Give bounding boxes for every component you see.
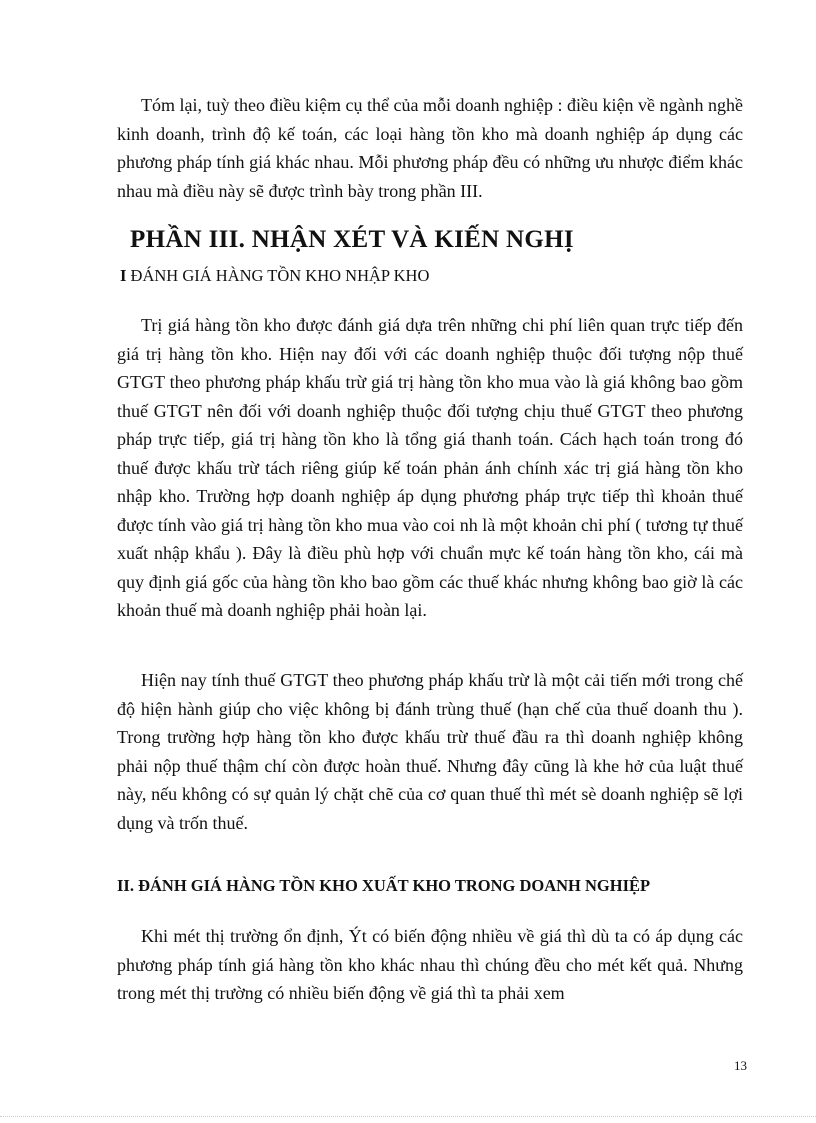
paragraph-import-valuation [117, 311, 743, 625]
section-1-number: I [120, 266, 127, 285]
paragraph-summary [117, 91, 743, 205]
paragraph-summary-text: Tóm lại, tuỳ theo điều kiệm cụ thể của mỗi doanh nghiệp : điều kiện về ngành nghề kinh doanh, trình độ kế toán, các loại hàng tồn kho mà doanh nghiệp áp dụng các phương pháp tính giá khác nhau. Mỗi phương pháp đều có những ưu nhược điểm khác nhau mà điều này sẽ được trình bày trong phần III. [117, 95, 743, 201]
page-number: 13 [734, 1058, 747, 1073]
page-bottom-divider [0, 1116, 816, 1117]
section-1-heading [120, 266, 429, 286]
section-2-heading: II. ĐÁNH GIÁ HÀNG TỒN KHO XUẤT KHO TRONG DOANH NGHIỆP [117, 876, 651, 895]
paragraph-import-valuation-text: Trị giá hàng tồn kho được đánh giá dựa trên những chi phí liên quan trực tiếp đến giá trị hàng tồn kho. Hiện nay đối với các doanh nghiệp thuộc đối tượng nộp thuế GTGT theo phương pháp khấu trừ giá trị hàng tồn kho mua vào là giá không bao gồm thuế GTGT nên đối với doanh nghiệp thuộc đối tượng chịu thuế GTGT theo phương pháp trực tiếp, giá trị hàng tồn kho là tổng giá thanh toán. Cách hạch toán trong đó thuế được khấu trừ tách riêng giúp kế toán phản ánh chính xác trị giá hàng tồn kho nhập kho. Trường hợp doanh nghiệp áp dụng phương pháp trực tiếp thì khoản thuế được tính vào giá trị hàng tồn kho mua vào coi nh là một khoản chi phí ( tương tự thuế xuất nhập khẩu ). Đây là điều phù hợp với chuẩn mực kế toán hàng tồn kho, cái mà quy định giá gốc của hàng tồn kho bao gồm các thuế khác nhưng không bao giờ là các khoản thuế mà doanh nghiệp phải hoàn lại. [117, 315, 743, 620]
paragraph-vat-deduction [117, 666, 743, 837]
paragraph-export-valuation [117, 922, 743, 1008]
part-heading: PHẦN III. NHẬN XÉT VÀ KIẾN NGHỊ [130, 226, 574, 253]
paragraph-export-valuation-text: Khi mét thị trường ổn định, Ýt có biến động nhiều về giá thì dù ta có áp dụng các phương pháp tính giá hàng tồn kho khác nhau thì chúng đều cho mét kết quả. Nhưng trong mét thị trường có nhiều biến động về giá thì ta phải xem [117, 926, 743, 1003]
section-1-title: ĐÁNH GIÁ HÀNG TỒN KHO NHẬP KHO [130, 266, 430, 285]
paragraph-vat-deduction-text: Hiện nay tính thuế GTGT theo phương pháp khấu trừ là một cải tiến mới trong chế độ hiện hành giúp cho việc không bị đánh trùng thuế (hạn chế của thuế doanh thu ). Trong trường hợp hàng tồn kho được khấu trừ thuế đầu ra thì doanh nghiệp không phải nộp thuế thậm chí còn được hoàn thuế. Nhưng đây cũng là khe hở của luật thuế này, nếu không có sự quản lý chặt chẽ của cơ quan thuế thì mét sè doanh nghiệp sẽ lợi dụng và trốn thuế. [117, 670, 743, 833]
